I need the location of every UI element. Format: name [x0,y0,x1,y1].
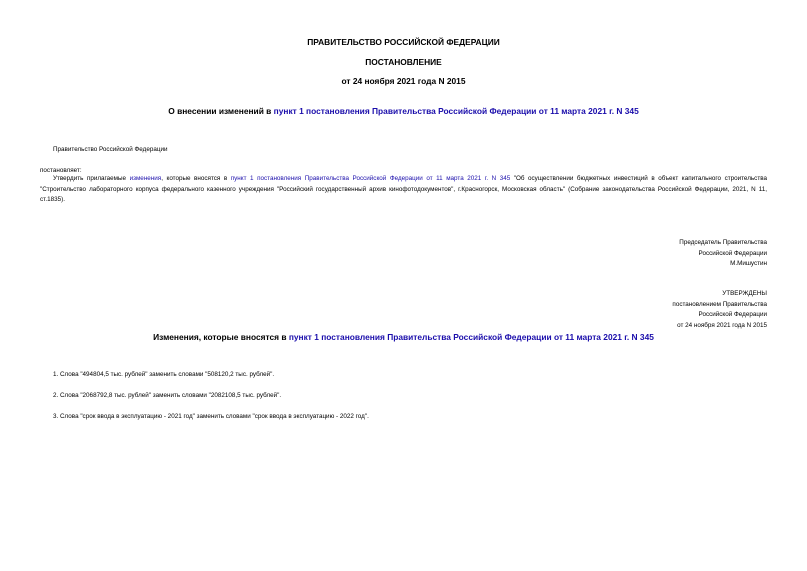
main-paragraph [40,174,767,206]
approved-heading: УТВЕРЖДЕНЫ [722,290,767,297]
paragraph-text-c: "Об осуществлении бюджетных инвестиций в объект капитального строительства "Строительство лабораторного корпуса федерального казенного учреждения "Российский государственный архив кинофотодокументов", г.Красногорск, Московская область" (Собрание законодательства Российской Федерации, 2021, N 11, ст.1835). [40,175,767,203]
government-heading: ПРАВИТЕЛЬСТВО РОССИЙСКОЙ ФЕДЕРАЦИИ [307,37,500,47]
signature-position-2: Российской Федерации [698,249,767,257]
changes-title-prefix: Изменения, которые вносятся в [153,332,289,342]
issuer-text: Правительство Российской Федерации [53,146,168,153]
changes-title-link[interactable]: пункт 1 постановления Правительства Российской Федерации от 11 марта 2021 г. N 345 [288,332,654,342]
signature-block [679,238,767,270]
title-link[interactable]: пункт 1 постановления Правительства Российской Федерации от 11 марта 2021 г. N 345 [273,106,639,116]
document-date-number: от 24 ноября 2021 года N 2015 [341,76,466,86]
change-item: 2. Слова "2068792,8 тыс. рублей" заменить словами "2082108,5 тыс. рублей". [53,392,282,399]
changes-link[interactable]: изменения [129,175,162,182]
document-title [0,106,807,116]
resolution-link[interactable]: пункт 1 постановления Правительства Российской Федерации от 11 марта 2021 г. N 345 [230,175,511,182]
approved-line-2: постановлением Правительства [672,300,767,308]
changes-title [0,332,807,342]
decides-text: постановляет: [40,167,82,174]
approved-block [672,289,767,331]
document-type: ПОСТАНОВЛЕНИЕ [365,57,442,67]
approved-line-3: Российской Федерации [698,311,767,318]
signature-name: М.Мишустин [730,260,767,267]
change-item: 1. Слова "494804,5 тыс. рублей" заменить словами "508120,2 тыс. рублей". [53,371,275,378]
paragraph-text-a: Утвердить прилагаемые [53,175,130,182]
change-item: 3. Слова "срок ввода в эксплуатацию - 2021 год" заменить словами "срок ввода в эксплуатацию - 2022 год". [53,413,369,420]
approved-date: от 24 ноября 2021 года N 2015 [677,321,767,329]
paragraph-text-b: , которые вносятся в [161,175,231,182]
document-title-prefix: О внесении изменений в [168,106,274,116]
signature-position: Председатель Правительства [679,239,767,246]
